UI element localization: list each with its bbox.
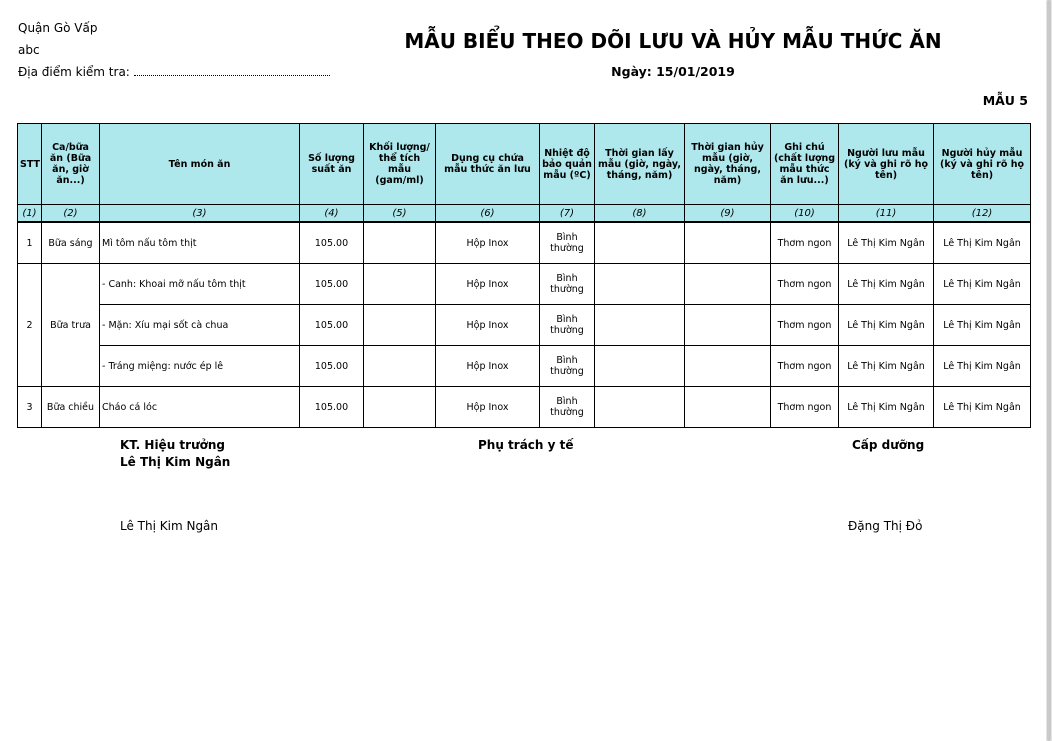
cell-qty: 105.00 <box>300 387 364 428</box>
document-date: Ngày: 15/01/2019 <box>611 64 735 79</box>
cell-destroy-time <box>685 387 771 428</box>
cell-qty: 105.00 <box>300 264 364 305</box>
col-index: (2) <box>42 205 100 223</box>
col-header: Ca/bữa ăn (Bữa ăn, giờ ăn...) <box>42 124 100 205</box>
col-header: STT <box>18 124 42 205</box>
col-index: (1) <box>18 205 42 223</box>
col-header: Thời gian hủy mẫu (giờ, ngày, tháng, năm) <box>685 124 771 205</box>
cell-destroyer: Lê Thị Kim Ngân <box>934 264 1031 305</box>
cell-saver: Lê Thị Kim Ngân <box>839 222 934 264</box>
col-index: (3) <box>100 205 300 223</box>
location-label: Địa điểm kiểm tra: <box>18 65 130 79</box>
cell-qty: 105.00 <box>300 305 364 346</box>
col-index: (9) <box>685 205 771 223</box>
col-header: Khối lượng/ thể tích mẫu (gam/ml) <box>364 124 436 205</box>
cell-container: Hộp Inox <box>436 346 540 387</box>
cell-meal: Bữa chiều <box>42 387 100 428</box>
table-row <box>18 387 1031 428</box>
table-row <box>18 222 1031 264</box>
col-index: (11) <box>839 205 934 223</box>
food-sample-table <box>17 123 1031 428</box>
cell-temp: Bình thường <box>540 387 595 428</box>
table-row <box>18 305 1031 346</box>
document-title: MẪU BIỂU THEO DÕI LƯU VÀ HỦY MẪU THỨC ĂN <box>404 29 942 53</box>
cell-container: Hộp Inox <box>436 387 540 428</box>
cell-container: Hộp Inox <box>436 305 540 346</box>
cell-weight <box>364 305 436 346</box>
cell-container: Hộp Inox <box>436 222 540 264</box>
col-header: Nhiệt độ bảo quản mẫu (ºC) <box>540 124 595 205</box>
cell-weight <box>364 387 436 428</box>
cell-dish: Cháo cá lóc <box>100 387 300 428</box>
col-header: Dụng cụ chứa mẫu thức ăn lưu <box>436 124 540 205</box>
col-header: Người lưu mẫu (ký và ghi rõ họ tên) <box>839 124 934 205</box>
col-index: (6) <box>436 205 540 223</box>
cell-take-time <box>595 387 685 428</box>
cell-temp: Bình thường <box>540 346 595 387</box>
table-header-row <box>18 124 1031 205</box>
table-row <box>18 346 1031 387</box>
col-index: (5) <box>364 205 436 223</box>
cell-take-time <box>595 222 685 264</box>
cell-take-time <box>595 346 685 387</box>
location-row <box>18 65 330 79</box>
col-header: Số lượng suất ăn <box>300 124 364 205</box>
cell-stt: 3 <box>18 387 42 428</box>
cell-note: Thơm ngon <box>771 346 839 387</box>
form-code: MẪU 5 <box>982 93 1028 108</box>
principal-subname: Lê Thị Kim Ngân <box>120 455 231 469</box>
cell-qty: 105.00 <box>300 222 364 264</box>
cell-dish: - Tráng miệng: nước ép lê <box>100 346 300 387</box>
col-header: Người hủy mẫu (ký và ghi rõ họ tên) <box>934 124 1031 205</box>
cook-title: Cấp dưỡng <box>852 438 925 452</box>
cell-saver: Lê Thị Kim Ngân <box>839 305 934 346</box>
scrollbar-thumb[interactable] <box>1047 0 1051 741</box>
cell-take-time <box>595 264 685 305</box>
cook-name: Đặng Thị Đỏ <box>848 519 923 533</box>
cell-destroyer: Lê Thị Kim Ngân <box>934 222 1031 264</box>
cell-saver: Lê Thị Kim Ngân <box>839 346 934 387</box>
school-label: abc <box>18 43 40 57</box>
principal-title: KT. Hiệu trưởng <box>120 438 225 452</box>
column-index-row <box>18 205 1031 223</box>
cell-saver: Lê Thị Kim Ngân <box>839 387 934 428</box>
cell-stt: 1 <box>18 222 42 264</box>
col-index: (12) <box>934 205 1031 223</box>
col-index: (4) <box>300 205 364 223</box>
cell-temp: Bình thường <box>540 264 595 305</box>
district-label: Quận Gò Vấp <box>18 21 98 35</box>
cell-destroy-time <box>685 305 771 346</box>
cell-temp: Bình thường <box>540 222 595 264</box>
principal-name: Lê Thị Kim Ngân <box>120 519 219 533</box>
col-index: (8) <box>595 205 685 223</box>
cell-meal: Bữa trưa <box>42 264 100 387</box>
cell-note: Thơm ngon <box>771 305 839 346</box>
col-header: Thời gian lấy mẫu (giờ, ngày, tháng, năm) <box>595 124 685 205</box>
col-header: Ghi chú (chất lượng mẫu thức ăn lưu...) <box>771 124 839 205</box>
col-index: (10) <box>771 205 839 223</box>
medical-title: Phụ trách y tế <box>478 438 574 452</box>
cell-dish: - Mặn: Xíu mại sốt cà chua <box>100 305 300 346</box>
cell-weight <box>364 346 436 387</box>
cell-note: Thơm ngon <box>771 387 839 428</box>
table-row <box>18 264 1031 305</box>
cell-destroyer: Lê Thị Kim Ngân <box>934 346 1031 387</box>
cell-take-time <box>595 305 685 346</box>
cell-dish: Mì tôm nấu tôm thịt <box>100 222 300 264</box>
cell-destroy-time <box>685 222 771 264</box>
cell-container: Hộp Inox <box>436 264 540 305</box>
cell-dish: - Canh: Khoai mỡ nấu tôm thịt <box>100 264 300 305</box>
col-header: Tên món ăn <box>100 124 300 205</box>
cell-weight <box>364 264 436 305</box>
cell-note: Thơm ngon <box>771 264 839 305</box>
cell-destroy-time <box>685 346 771 387</box>
vertical-scrollbar[interactable] <box>1046 0 1052 741</box>
cell-temp: Bình thường <box>540 305 595 346</box>
cell-weight <box>364 222 436 264</box>
cell-destroyer: Lê Thị Kim Ngân <box>934 387 1031 428</box>
cell-note: Thơm ngon <box>771 222 839 264</box>
cell-saver: Lê Thị Kim Ngân <box>839 264 934 305</box>
cell-qty: 105.00 <box>300 346 364 387</box>
col-index: (7) <box>540 205 595 223</box>
cell-destroy-time <box>685 264 771 305</box>
cell-meal: Bữa sáng <box>42 222 100 264</box>
cell-destroyer: Lê Thị Kim Ngân <box>934 305 1031 346</box>
cell-stt: 2 <box>18 264 42 387</box>
